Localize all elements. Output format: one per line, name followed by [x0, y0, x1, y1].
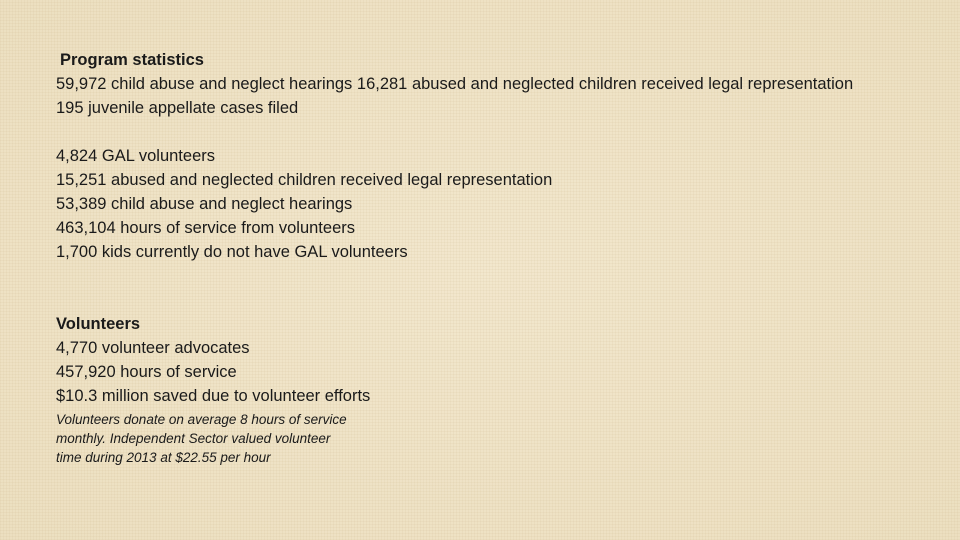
gal-stat-item: 4,824 GAL volunteers [56, 147, 215, 165]
volunteer-value-note: Volunteers donate on average 8 hours of service monthly. Independent Sector valued volunteer time during 2013 at $22.55 per hour [56, 412, 347, 465]
gal-stats-list [56, 144, 916, 264]
program-statistics-heading: Program statistics [60, 51, 204, 69]
gal-stat-item: 1,700 kids currently do not have GAL volunteers [56, 243, 408, 261]
volunteer-stat-item: 4,770 volunteer advocates [56, 339, 250, 357]
slide-content [56, 48, 916, 467]
gal-stat-item: 15,251 abused and neglected children received legal representation [56, 171, 553, 189]
volunteer-stat-item: $10.3 million saved due to volunteer efforts [56, 387, 371, 405]
gal-stat-item: 463,104 hours of service from volunteers [56, 219, 355, 237]
program-statistics-summary: 59,972 child abuse and neglect hearings 16,281 abused and neglected children received legal representation 195 juvenile appellate cases filed [56, 75, 854, 117]
volunteer-stat-item: 457,920 hours of service [56, 363, 237, 381]
gal-stat-item: 53,389 child abuse and neglect hearings [56, 195, 353, 213]
volunteers-list [56, 336, 916, 408]
volunteers-heading: Volunteers [56, 315, 141, 333]
